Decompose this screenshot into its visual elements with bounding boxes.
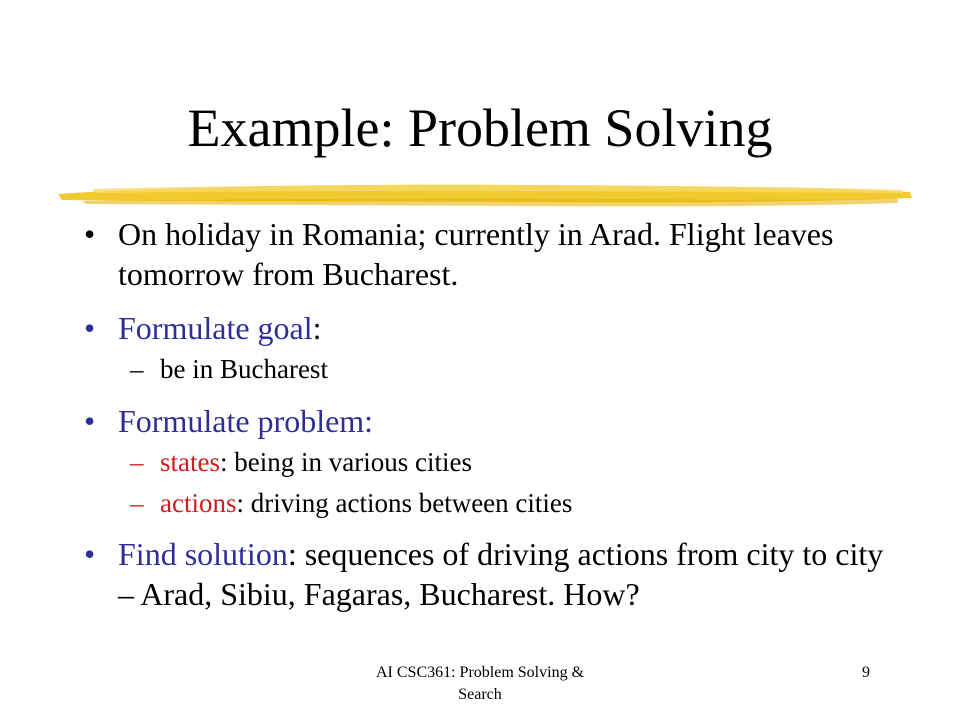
subitem-label: actions bbox=[160, 488, 237, 518]
title-underline-stroke bbox=[52, 176, 916, 216]
dash-marker: – bbox=[130, 447, 144, 477]
bullet-text: On holiday in Romania; currently in Arad. Flight leaves tomorrow from Bucharest. bbox=[118, 216, 834, 292]
bullet-label: Find solution bbox=[118, 536, 288, 572]
slide-body bbox=[84, 214, 884, 614]
dash-marker: – bbox=[130, 354, 144, 384]
bullet-text: : sequences of driving actions from city to city – Arad, Sibiu, Fagaras, Bucharest. How? bbox=[118, 536, 884, 612]
subitem bbox=[84, 486, 884, 520]
subitem-label: states bbox=[160, 447, 220, 477]
subitem bbox=[84, 445, 884, 479]
subitem-text: be in Bucharest bbox=[160, 354, 328, 384]
bullet-marker: • bbox=[84, 310, 96, 346]
bullet-suffix: : bbox=[312, 310, 322, 346]
dash-marker: – bbox=[130, 488, 144, 518]
bullet-item bbox=[84, 534, 884, 614]
bullet-marker: • bbox=[84, 403, 96, 439]
slide-title: Example: Problem Solving bbox=[187, 98, 773, 158]
bullet-item bbox=[84, 214, 884, 294]
page-number: 9 bbox=[862, 664, 870, 681]
subitem-text: : being in various cities bbox=[220, 447, 472, 477]
subitem bbox=[84, 352, 884, 386]
bullet-label: Formulate goal bbox=[118, 310, 313, 346]
bullet-item bbox=[84, 308, 884, 348]
bullet-item bbox=[84, 401, 884, 441]
subitem-text: : driving actions between cities bbox=[236, 488, 573, 518]
footer-text: AI CSC361: Problem Solving & Search bbox=[375, 664, 585, 703]
bullet-marker: • bbox=[84, 216, 96, 252]
bullet-marker: • bbox=[84, 536, 96, 572]
bullet-label: Formulate problem: bbox=[118, 403, 374, 439]
